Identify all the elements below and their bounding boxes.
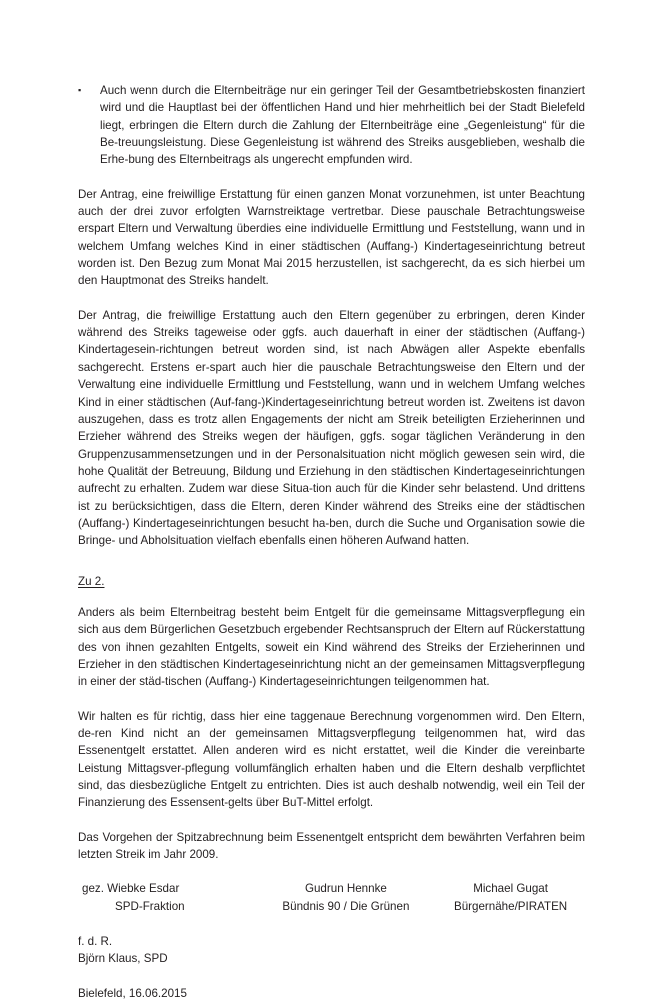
place-and-date: Bielefeld, 16.06.2015	[78, 986, 187, 1000]
signatory-name: Gudrun Hennke	[304, 882, 387, 896]
paragraph-spitzabrechnung: Das Vorgehen der Spitzabrechnung beim Essenentgelt entspricht dem bewährten Verfahren beim letzten Streik im Jahr 2009.	[78, 830, 585, 862]
signatory-party: Bündnis 90 / Die Grünen	[282, 899, 410, 913]
section-heading-text: Zu 2.	[78, 574, 105, 588]
closing-block	[78, 933, 585, 968]
list-item	[78, 82, 585, 169]
paragraph-taggenaue-berechnung: Wir halten es für richtig, dass hier eine taggenaue Berechnung vorgenommen wird. Den Eltern, de-ren Kind nicht an der gemeinsamen Mittagsverpflegung teilgenommen hat, wird das Essenentgelt erstattet. Allen anderen wird es nicht erstattet, weil die Kinder die vereinbarte Leistung Mittagsver-pflegung vollumfänglich erhalten haben und die Eltern deshalb verpflichtet sind, das diesbezügliche Entgelt zu entrichten. Dies ist auch deshalb notwendig, weil ein Teil der Finanzierung des Essensent-gelts über BuT-Mittel erfolgt.	[78, 709, 585, 810]
paragraph-antrag-monat: Der Antrag, eine freiwillige Erstattung für einen ganzen Monat vorzunehmen, ist unter Beachtung auch der drei zuvor erfolgten Warnstreiktage vertretbar. Diese pauschale Betrachtungsweise erspart Eltern und Verwaltung überdies eine individuelle Ermittlung und Feststellung, wann und in welchem Umfang welches Kind in einer städtischen (Auffang-) Kindertageseinrichtung betreut worden ist. Den Bezug zum Monat Mai 2015 herzustellen, ist sachgerecht, da es sich hierbei um den Hauptmonat des Streiks handelt.	[78, 187, 585, 288]
section-heading-zu-2	[78, 573, 585, 590]
signatory-party: Bürgernähe/PIRATEN	[453, 899, 568, 913]
document-content	[78, 82, 585, 1002]
bullet-point-icon: ▪	[78, 85, 82, 95]
bullet-item-text: Auch wenn durch die Elternbeiträge nur ein geringer Teil der Gesamtbetriebskosten finanziert wird und die Hauptlast bei der öffentlichen Hand und hier mehrheitlich bei der Stadt Bielefeld liegt, erbringen die Eltern durch die Zahlung der Elternbeiträge eine „Gegenleistung“ für die Be-treuungsleistung. Diese Gegenleistung ist während des Streiks ausgeblieben, weshalb die Erhe-bung des Elternbeitrags als ungerecht empfunden wird.	[100, 84, 585, 167]
signatory-name: Michael Gugat	[473, 882, 548, 896]
paragraph-antrag-erstattung: Der Antrag, die freiwillige Erstattung auch den Eltern gegenüber zu erbringen, deren Kinder während des Streiks tageweise oder ggfs. auch dauerhaft in einer der städtischen (Auffang-) Kindertagesein-richtungen betreut worden sind, ist nach Abwägen aller Aspekte ebenfalls sachgerecht. Erstens er-spart auch hier die pauschale Betrachtungsweise den Eltern und der Verwaltung eine individuelle Ermittlung und Feststellung, wann und in welchem Umfang welches Kind in einer städtischen (Auf-fang-)Kindertageseinrichtung betreut worden ist. Zweitens ist davon auszugehen, dass es trotz allen Engagements der nicht am Streik beteiligten Erzieherinnen und Erzieher während des Streiks wegen der häufigen, ggfs. sogar täglichen Veränderung in den Gruppenzusammensetzungen und in der Personalsituation nicht möglich gewesen sein wird, die hohe Qualität der Betreuung, Bildung und Erziehung in den städtischen Kindertageseinrichtungen aufrecht zu erhalten. Zudem war diese Situa-tion auch für die Kinder sehr belastend. Und drittens ist zu berücksichtigen, dass die Eltern, deren Kinder während des Streiks eine der städtischen (Auffang-) Kindertageseinrichtungen besucht ha-ben, durch die Suche und Organisation sowie die Bringe- und Abholsituation vielfach ebenfalls einen höheren Aufwand hatten.	[78, 308, 585, 548]
signature-column-buergernaehe	[436, 880, 585, 915]
bullet-list	[78, 82, 585, 169]
signature-column-spd	[78, 880, 256, 915]
closing-fdr: f. d. R.	[78, 935, 113, 949]
signatory-party: SPD-Fraktion	[115, 899, 185, 913]
closing-signer: Björn Klaus, SPD	[78, 952, 168, 966]
signatory-name: gez. Wiebke Esdar	[82, 882, 180, 896]
signature-column-gruene	[256, 880, 437, 915]
paragraph-entgelt-rechtsanspruch: Anders als beim Elternbeitrag besteht beim Entgelt für die gemeinsame Mittagsverpflegung ein sich aus dem Bürgerlichen Gesetzbuch ergebender Rechtsanspruch der Eltern auf Rückerstattung des von ihnen gezahlten Entgelts, soweit ein Kind während des Streiks der Erzieherinnen und Erzieher in den städtischen Kindertageseinrichtung nicht an der gemeinsamen Mittagsverpflegung in einer der städ-tischen (Auffang-) Kindertageseinrichtungen teilgenommen hat.	[78, 605, 585, 689]
signature-block	[78, 880, 585, 915]
